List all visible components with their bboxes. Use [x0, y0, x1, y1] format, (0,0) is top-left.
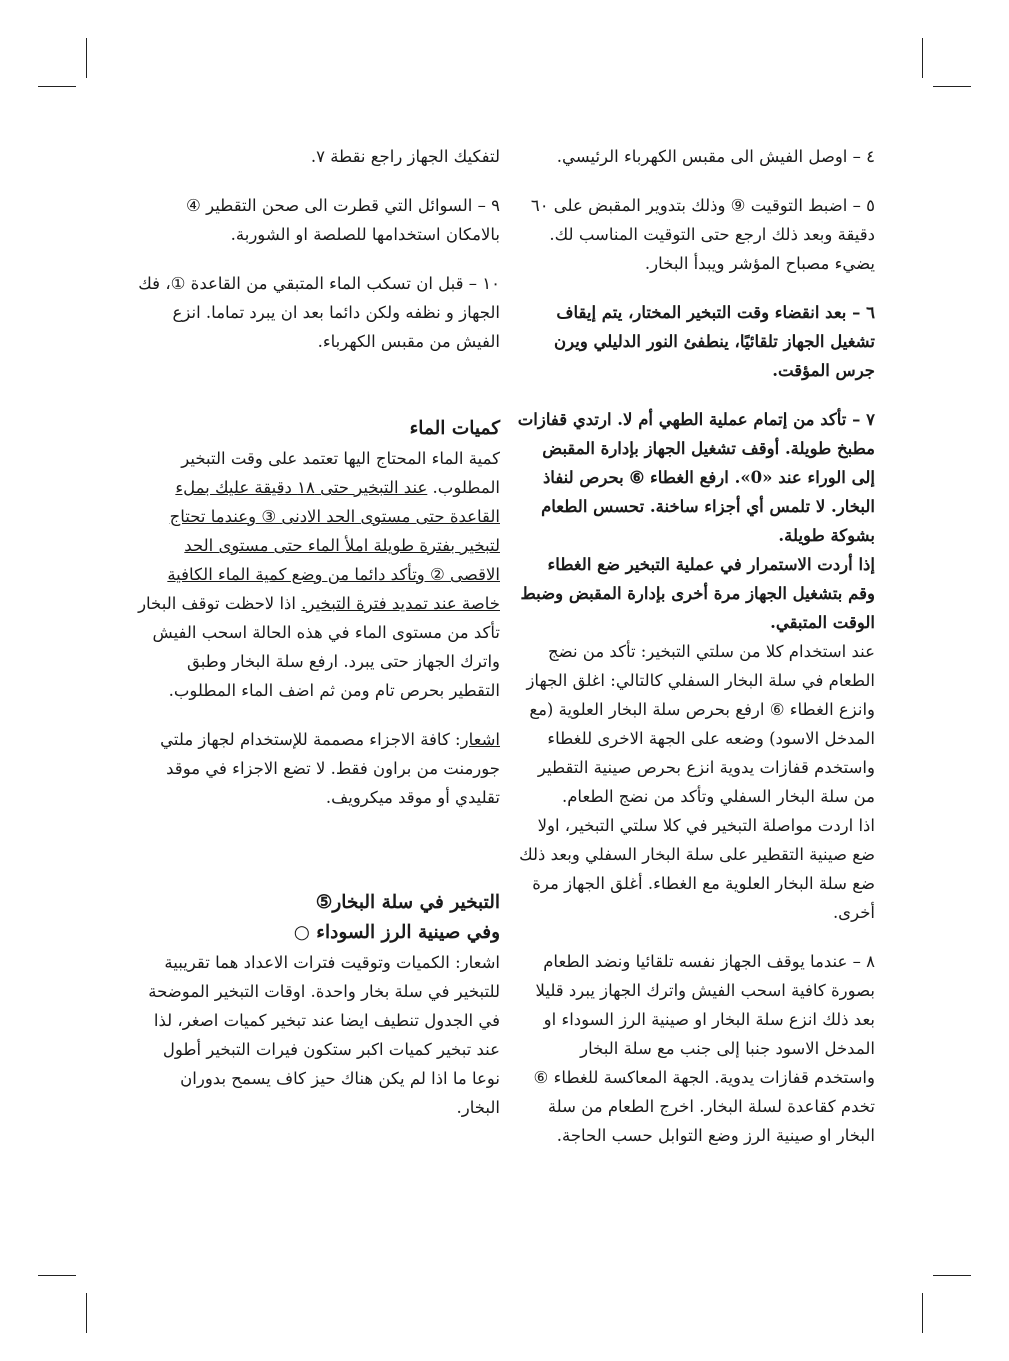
crop-mark — [922, 38, 923, 78]
step-9: ٩ – السوائل التي قطرت الى صحن التقطير ④ بالامكان استخدامها للصلصة او الشوربة. — [186, 196, 500, 244]
crop-mark — [38, 86, 76, 87]
notice-text: : كافة الاجزاء مصممة للإستخدام لجهاز ملتي جورمنت من براون فقط. لا تضع الاجزاء في موقد تقليدي أو موقد ميكرويف. — [160, 730, 500, 807]
left-column — [135, 142, 500, 1142]
crop-mark — [38, 1275, 76, 1276]
crop-mark — [933, 1275, 971, 1276]
step-7-continue-both: اذا اردت مواصلة التبخير في كلا سلتي التبخير، اولا ضع صينية التقطير على سلة البخار السفلي وبعد ذلك ضع سلة البخار العلوية مع الغطاء. أغلق الجهاز مرة أخرى. — [519, 816, 875, 922]
step-6: ٦ – بعد انقضاء وقت التبخير المختار، يتم إيقاف تشغيل الجهاز تلقائيًا، ينطفئ النور الدليلي ويرن جرس المؤقت. — [554, 303, 875, 380]
step-7-bold: ٧ – تأكد من إتمام عملية الطهي أم لا. ارتدي قفازات مطبخ طويلة. أوقف تشغيل الجهاز بإدارة المقبض إلى الوراء عند «0». ارفع الغطاء ⑥ بحرص لنفاذ البخار. لا تلمس أي أجزاء ساخنة. تحسس الطعام بشوكة طويلة. — [517, 410, 875, 545]
step-4: ٤ – اوصل الفيش الى مقبس الكهرباء الرئيسي. — [556, 147, 875, 166]
notice-label: اشعار — [460, 730, 500, 749]
step-7-continue: إذا أردت الاستمرار في عملية التبخير ضع الغطاء وقم بتشغيل الجهاز مرة أخرى بإدارة المقبض وضبط الوقت المتبقي. — [520, 555, 875, 632]
right-column — [515, 142, 875, 1170]
water-intro: كمية الماء المحتاج اليها تعتمد على وقت التبخير المطلوب. — [181, 449, 500, 497]
crop-mark — [86, 1293, 87, 1333]
crop-mark — [86, 38, 87, 78]
crop-mark — [933, 86, 971, 87]
step-10: ١٠ – قبل ان تسكب الماء المتبقي من القاعدة ①، فك الجهاز و نظفه ولكن دائما بعد ان يبرد تماما. انزع الفيش من مقبس الكهرباء. — [138, 274, 500, 351]
steam-notice: اشعار: الكميات وتوقيت فترات الاعداد هما تقريبية للتبخير في سلة بخار واحدة. اوقات التبخير الموضحة في الجدول تنطيف ايضا عند تبخير كميات اصغر، لذا عند تبخير كميات اكبر ستكون فيرات التبخير أطول نوعا ما اذا لم يكن هناك حيز كاف يسمح بدوران البخار. — [148, 953, 500, 1117]
step-8: ٨ – عندما يوقف الجهاز نفسه تلقائيا ونضد الطعام بصورة كافية اسحب الفيش واترك الجهاز يبرد قليلا بعد ذلك انزع سلة البخار او صينية الرز السوداء او المدخل الاسود جنبا إلى جنب مع سلة البخار واستخدم قفازات يدوية. الجهة المعاكسة للغطاء ⑥ تخدم كقاعدة لسلة البخار. اخرج الطعام من سلة البخار او صينية الرز وضع التوابل حسب الحاجة. — [533, 952, 875, 1145]
steam-heading-1: التبخير في سلة البخار⑤ — [315, 892, 500, 913]
water-heading: كميات الماء — [409, 418, 500, 439]
water-paragraph — [135, 444, 500, 705]
water-underlined: عند التبخير حتى ١٨ دقيقة عليك بملء القاعدة حتى مستوى الحد الادنى ③ وعندما تحتاج لتبخير بفترة طويلة املأ الماء حتى مستوى الحد الاقصى ② وتأكد دائما من وضع كمية الماء الكافية خاصة عند تمديد فترة التبخير. — [167, 478, 500, 613]
water-rest: اذا لاحظت توقف البخار تأكد من مستوى الماء في هذه الحالة اسحب الفيش واترك الجهاز حتى يبرد. ارفع سلة البخار وطبق التقطير بحرص تام ومن ثم اضف الماء المطلوب. — [138, 594, 500, 700]
crop-mark — [922, 1293, 923, 1333]
notice-paragraph — [135, 725, 500, 812]
steam-heading-2: وفي صينية الرز السوداء ○ — [293, 922, 500, 943]
step-5: ٥ – اضبط التوقيت ⑨ وذلك بتدوير المقبض على ٦٠ دقيقة وبعد ذلك ارجع حتى التوقيت المناسب لك. يضيء مصباح المؤشر ويبدأ البخار. — [530, 196, 875, 273]
step-7-both-baskets: عند استخدام كلا من سلتي التبخير: تأكد من نضج الطعام في سلة البخار السفلي كالتالي: اغلق الجهاز وانزع الغطاء ⑥ ارفع بحرص سلة البخار العلوية (مع المدخل الاسود) وضعه على الجهة الاخرى للغطاء واستخدم قفازات يدوية انزع بحرص صينية التقطير من سلة البخار السفلي وتأكد من نضج الطعام. — [526, 642, 875, 806]
dismantle-note: لتفكيك الجهاز راجع نقطة ٧. — [310, 147, 500, 166]
